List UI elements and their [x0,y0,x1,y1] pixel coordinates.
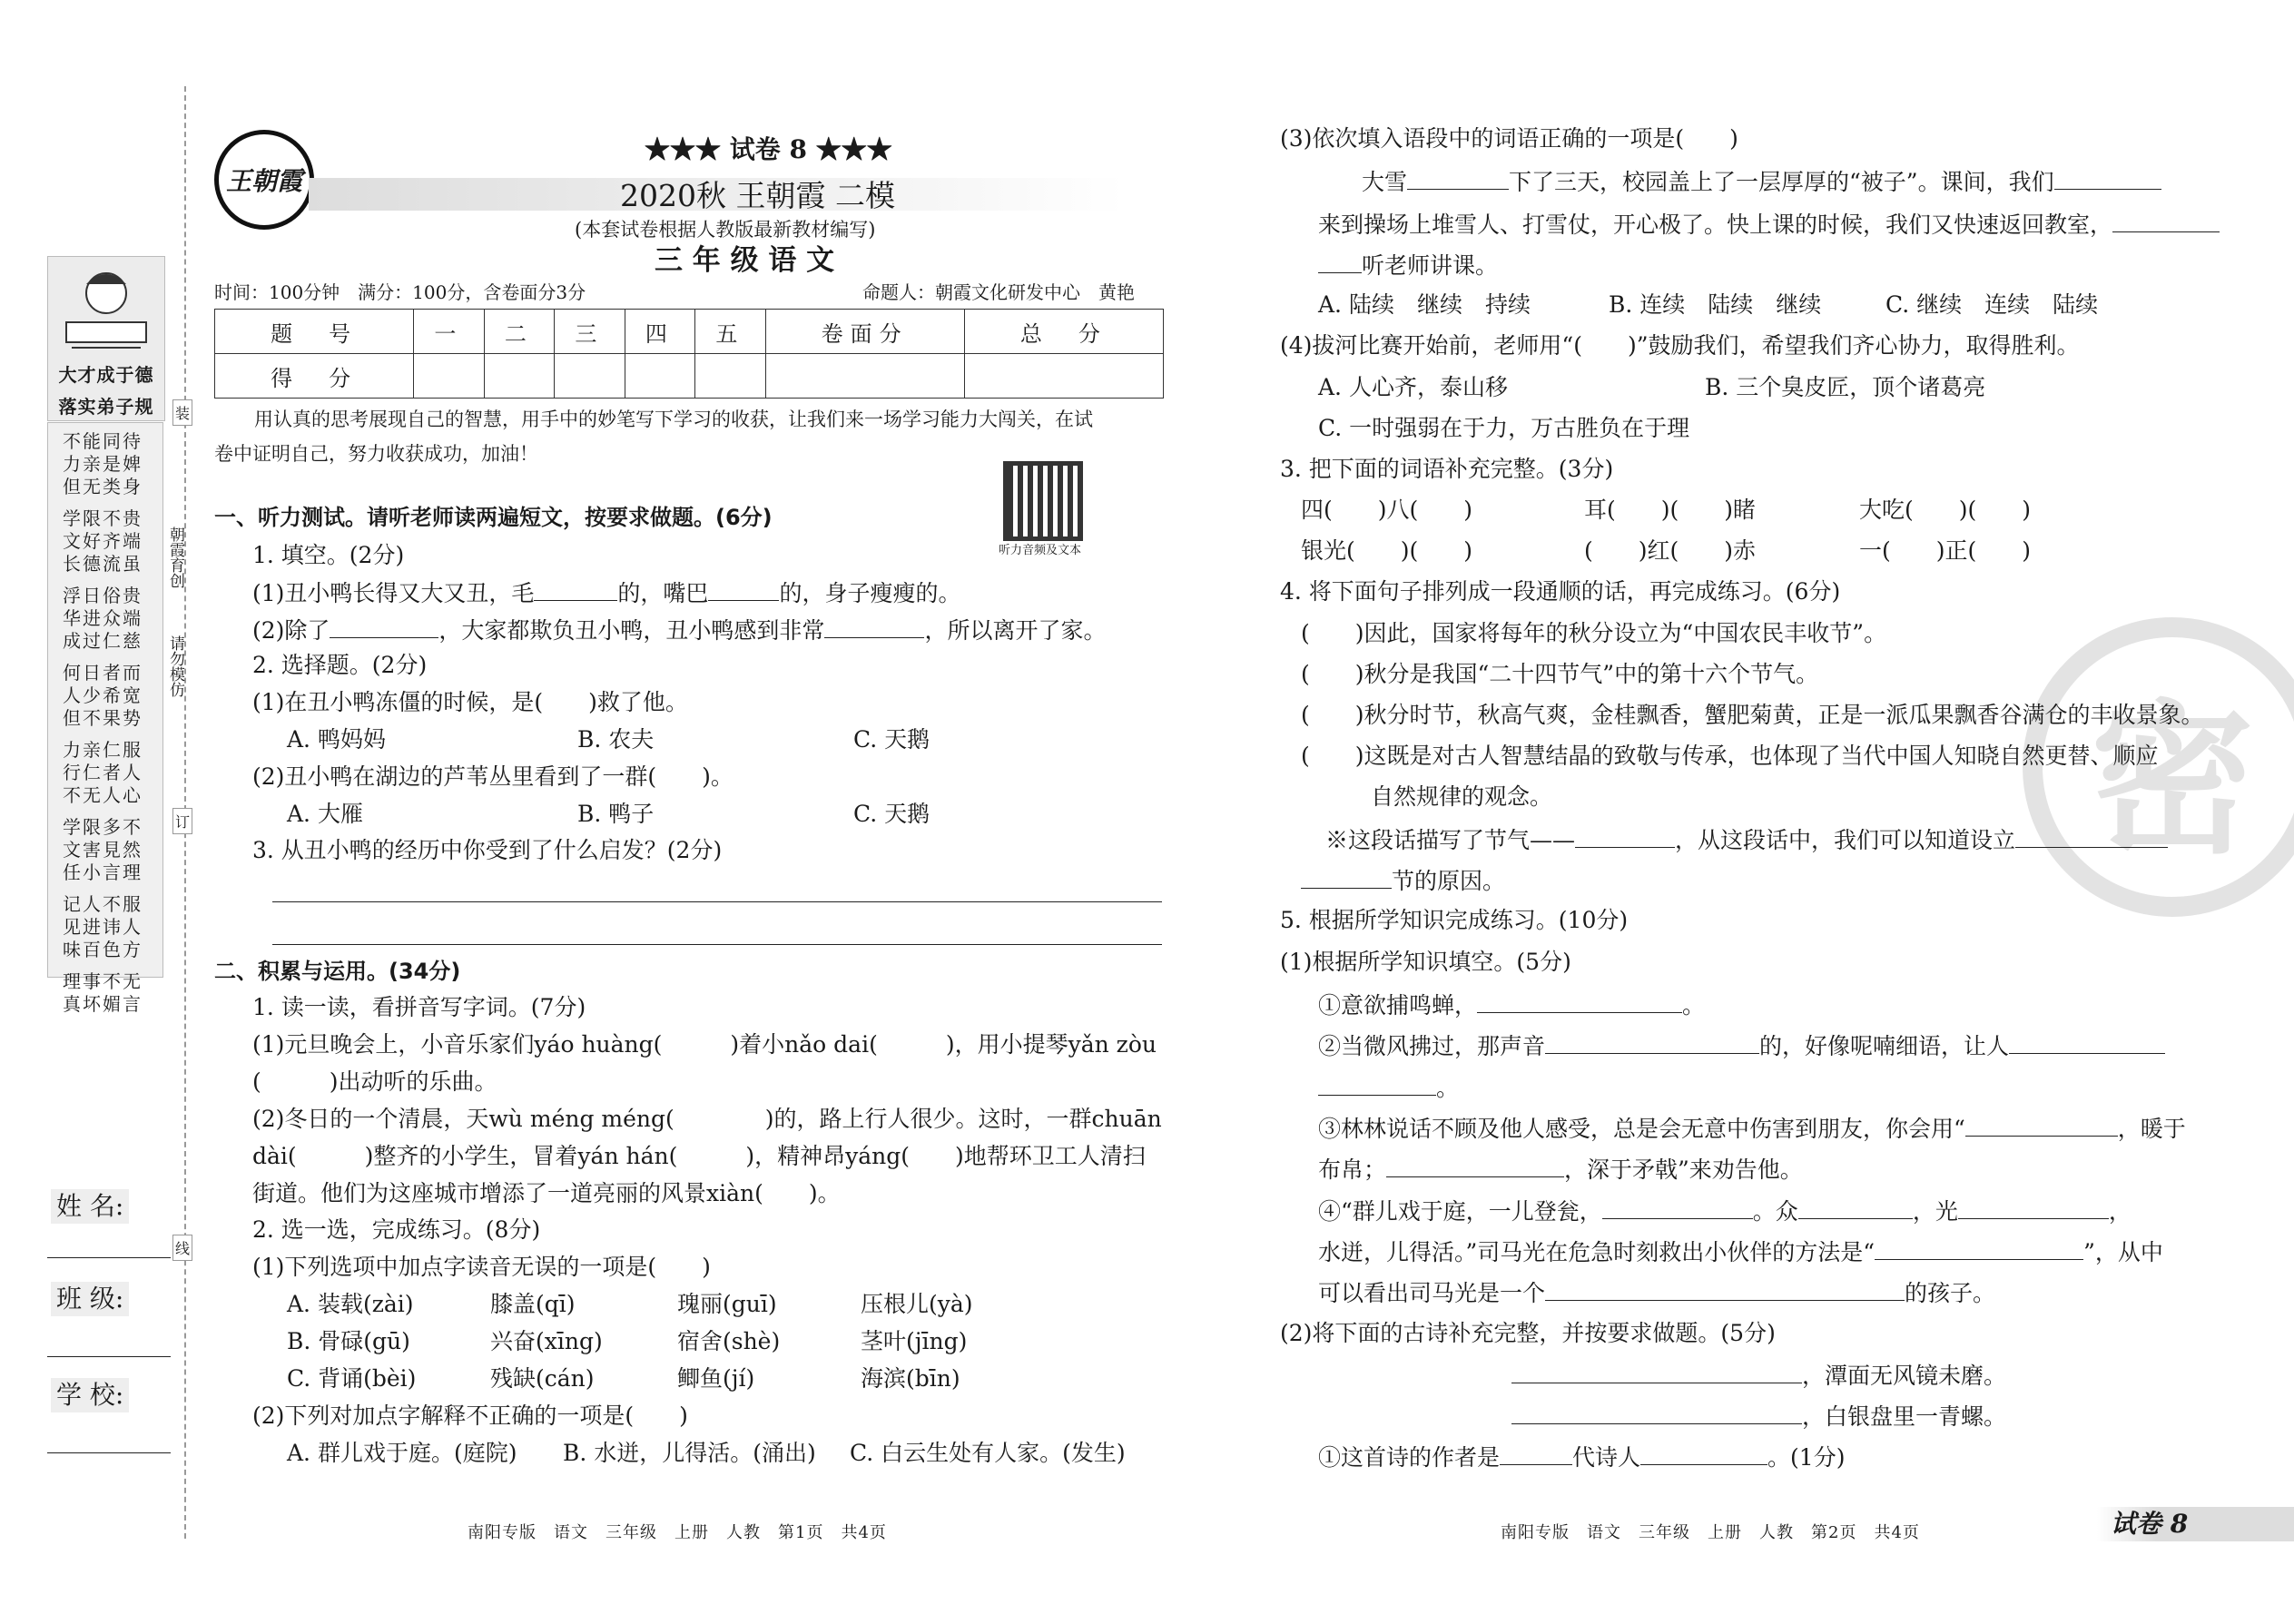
score-header-cell: 四 [625,310,694,354]
q4-sentence[interactable]: ( )因此，国家将每年的秋分设立为“中国农民丰收节”。 [1301,620,1887,646]
p2-2-option[interactable]: A. 群儿戏于庭。(庭院) [287,1440,517,1466]
q4-sentence[interactable]: ( )秋分是我国“二十四节气”中的第十六个节气。 [1301,661,1819,687]
blank[interactable] [2009,1031,2165,1054]
logo-seal [214,130,314,230]
motto-line: 任小言理 [63,861,143,883]
q5-1-c-cont [1318,1155,1803,1184]
name-label: 姓 名: [51,1189,129,1224]
score-header-cell: 卷面分 [765,310,964,354]
motto-line: 文害見然 [63,839,143,861]
score-cell[interactable] [695,354,765,399]
blank[interactable] [330,615,438,638]
q3-title: 3. 从丑小鸭的经历中你受到了什么启发？(2分) [252,837,723,863]
q2-2-option[interactable]: C. 天鹅 [853,801,930,827]
p1-line: (2)冬日的一个清晨，天wù méng méng( )的，路上行人很少。这时，一群chuān [252,1106,1162,1132]
score-cell[interactable] [964,354,1163,399]
poem-text: ，潭面无风镜未磨。 [1802,1363,2007,1389]
q5-text: 。 [1682,992,1706,1019]
p2-title: 2. 选一选，完成练习。(8分) [252,1216,541,1243]
r3-title: (3)依次填入语段中的词语正确的一项是( ) [1280,125,1738,152]
score-row-label: 得 分 [215,354,414,399]
motto-line: 人少希宽 [63,684,143,706]
q4-sentence[interactable]: ( )这既是对古人智慧结晶的致敬与传承，也体现了当代中国人知晓自然更替、顺应 [1301,743,2159,769]
blank[interactable] [708,578,779,601]
p2-1-word: 茎叶(jīng) [861,1328,968,1354]
q5-text: 的，好像呢喃细语，让人 [1759,1033,2010,1059]
q5-text: ， [2108,1198,2132,1225]
q4-extra-text: ，从这段话中，我们可以知道设立 [1675,827,2016,853]
exam-title: 2020秋 王朝霞 二模 [620,178,895,213]
motto-line: 力亲是婢 [63,453,143,475]
q5-2-title: (2)将下面的古诗补充完整，并按要求做题。(5分) [1280,1320,1776,1346]
q5-1-a [1318,990,1705,1019]
q5-text: 布帛； [1318,1156,1387,1183]
q5-text: 可以看出司马光是一个 [1318,1280,1546,1306]
motto-line: 味百色方 [63,939,143,960]
idiom[interactable]: 四( )八( ) [1301,497,1473,523]
q5-1-d [1318,1196,2132,1225]
motto-line: 学限不贵 [63,507,143,529]
q5-1-title: (1)根据所学知识填空。(5分) [1280,949,1571,975]
idiom[interactable]: 银光( )( ) [1301,537,1473,564]
r3-text: 听老师讲课。 [1362,252,1499,279]
q2-1: (1)在丑小鸭冻僵的时候，是( )救了他。 [252,689,688,715]
p2-2: (2)下列对加点字解释不正确的一项是( ) [252,1403,688,1429]
blank[interactable] [534,578,617,601]
p2-1-word: 残缺(cán) [490,1365,595,1392]
blank[interactable] [1545,1031,1759,1054]
motto-line: 记人不服 [63,893,143,915]
p2-1-word: 宿舍(shè) [677,1328,781,1354]
motto-line: 不无人心 [63,784,143,806]
blank[interactable] [2015,825,2168,848]
answer-line[interactable] [272,944,1162,945]
blank[interactable] [1318,1073,1436,1096]
exam-number: ★★★ 试卷 8 ★★★ [645,134,892,164]
score-cell[interactable] [484,354,554,399]
r3-line [1318,210,2220,239]
sidebar-banner-line2: 落实弟子规 [58,396,154,418]
blank[interactable] [1407,167,1509,190]
motto-line: 理事不无 [63,970,143,992]
p2-2-option[interactable]: C. 白云生处有人家。(发生) [850,1440,1126,1466]
score-header-cell: 一 [414,310,484,354]
motto-line: 华进众端 [63,607,143,629]
p2-1-word: 膝盖(qī) [490,1291,576,1317]
motto-line: 行仁者人 [63,762,143,783]
score-cell[interactable] [765,354,964,399]
q1-1-text: (1)丑小鸭长得又大又丑，毛 [252,580,535,606]
r3-option[interactable]: A. 陆续 继续 持续 [1318,291,1531,318]
poem-line [1511,1402,2006,1431]
class-label: 班 级: [51,1282,129,1316]
score-cell[interactable] [625,354,694,399]
r3-line [1318,251,1498,280]
watermark-text: 密 [2090,684,2254,876]
blank[interactable] [824,615,924,638]
blank[interactable] [2054,167,2161,190]
r3-option[interactable]: B. 连续 陆续 继续 [1609,291,1822,318]
score-header-row [215,310,1164,354]
r3-text: 下了三天，校园盖上了一层厚厚的“被子”。课间，我们 [1509,169,2054,195]
section-1-title: 一、听力测试。请听老师读两遍短文，按要求做题。(6分) [214,505,773,530]
grade-title: 三 年 级 语 文 [655,244,835,277]
poem-q-text: 代诗人 [1572,1444,1641,1471]
blank[interactable] [1575,825,1675,848]
boy-scholar-icon [48,257,164,357]
school-label: 学 校: [51,1378,129,1412]
blank[interactable] [1640,1442,1767,1465]
p2-1-word: 压根儿(yà) [861,1291,973,1317]
p2-1-option-a[interactable]: A. 装载(zài) [287,1291,414,1317]
blank[interactable] [1318,251,1362,273]
score-header-cell: 总 分 [964,310,1163,354]
q2-2: (2)丑小鸭在湖边的芦苇丛里看到了一群( )。 [252,763,733,790]
r3-text: 大雪 [1362,169,1408,195]
sidebar-banner-line1: 大才成于德 [58,364,154,386]
q1-1-text: 的，嘴巴 [617,580,709,606]
motto-list [63,430,162,1016]
score-header-cell: 五 [695,310,765,354]
vertical-note-1: 朝霞育创 [166,527,184,588]
q5-text: ，暖于 [2117,1116,2186,1142]
blank[interactable] [1511,1402,1802,1424]
q5-text: ④“群儿戏于庭，一儿登瓮， [1318,1198,1602,1225]
q4-sentence-cont: 自然规律的观念。 [1371,783,1553,810]
q4-title: 4. 将下面句子排列成一段通顺的话，再完成练习。(6分) [1280,578,1841,605]
q5-1-c [1318,1114,2186,1143]
name-field[interactable] [47,1257,171,1258]
p2-1: (1)下列选项中加点字读音无误的一项是( ) [252,1254,711,1280]
q2-1-option[interactable]: A. 鸭妈妈 [287,726,386,753]
p2-1-word: 兴奋(xīng) [490,1328,603,1354]
poem-q-text: ①这首诗的作者是 [1318,1444,1501,1471]
q4-sentence[interactable]: ( )秋分时节，秋高气爽，金桂飘香，蟹肥菊黄，正是一派瓜果飘香谷满仓的丰收景象。 [1301,702,2204,728]
poem-q-text: 。(1分) [1767,1444,1846,1471]
r4-title: (4)拔河比赛开始前，老师用“( )”鼓励我们，希望我们齐心协力，取得胜利。 [1280,332,2080,359]
q5-text: ①意欲捕鸣蝉， [1318,992,1478,1019]
bind-mark-2: 订 [172,808,192,834]
score-table [214,309,1164,399]
q3-fill-title: 3. 把下面的词语补充完整。(3分) [1280,456,1614,482]
motto-line: 长德流虽 [63,553,143,575]
bind-mark-1: 装 [172,399,192,426]
r4-option[interactable]: A. 人心齐，泰山移 [1318,374,1508,400]
answer-line[interactable] [272,901,1162,902]
q5-text: ”，从中 [2083,1239,2163,1265]
q1-2-text: ，所以离开了家。 [924,617,1107,644]
footer-page-2: 南阳专版 语文 三年级 上册 人教 第2页 共4页 [1501,1523,1920,1542]
idiom[interactable]: 大吃( )( ) [1859,497,2032,523]
q5-title: 5. 根据所学知识完成练习。(10分) [1280,907,1629,933]
blank[interactable] [1875,1237,2083,1260]
p2-1-word: 瑰丽(guī) [677,1291,777,1317]
exam-meta-left: 时间：100分钟 满分：100分，含卷面分3分 [214,281,586,303]
q5-text: ③林林说话不顾及他人感受，总是会无意中伤害到朋友，你会用“ [1318,1116,1965,1142]
blank[interactable] [1545,1278,1905,1301]
idiom[interactable]: ( )红( )赤 [1584,537,1757,564]
poem-text: ，白银盘里一青螺。 [1802,1403,2007,1430]
q5-1-b [1318,1031,2165,1060]
sidebar-banner [47,256,165,421]
p2-1-word: 鲫鱼(jí) [677,1365,755,1392]
page-tag: 试卷 8 [2111,1509,2189,1539]
q5-text: 。众 [1752,1198,1798,1225]
blank[interactable] [1511,1361,1802,1383]
class-field[interactable] [47,1356,171,1357]
p1-line: ( )出动听的乐曲。 [252,1068,497,1095]
exam-meta-right: 命题人：朝霞文化研发中心 黄艳 [862,281,1135,303]
motto-line: 力亲仁服 [63,739,143,761]
q1-2-text: ，大家都欺负丑小鸭，丑小鸭感到非常 [438,617,825,644]
p1-line: 街道。他们为这座城市增添了一道亮丽的风景xiàn( )。 [252,1180,841,1206]
bind-mark-3: 线 [172,1235,192,1261]
poem-line [1511,1361,2006,1390]
blank[interactable] [2112,210,2220,232]
q2-1-option[interactable]: B. 农夫 [577,726,655,753]
motto-line: 见进讳人 [63,916,143,938]
score-cell[interactable] [414,354,484,399]
motto-line: 但无类身 [63,476,143,497]
q1-1-text: 的，身子瘦瘦的。 [779,580,961,606]
p2-1-word: 海滨(bīn) [861,1365,960,1392]
vertical-note-2: 请勿模仿 [166,635,184,697]
blank[interactable] [1301,866,1392,889]
motto-line: 文好齐端 [63,530,143,552]
q4-extra-text: 节的原因。 [1392,868,1506,894]
q2-2-option[interactable]: B. 鸭子 [577,801,655,827]
score-value-row [215,354,1164,399]
motto-line: 真坏媚言 [63,993,143,1015]
q4-extra-text: ※这段话描写了节气—— [1325,827,1576,853]
logo-text: 王朝霞 [225,166,302,196]
r3-text: 来到操场上堆雪人、打雪仗，开心极了。快上课的时候，我们又快速返回教室， [1318,212,2113,238]
motto-line: 成过仁慈 [63,630,143,652]
q5-1-d-cont [1318,1237,2163,1266]
q2-2-option[interactable]: A. 大雁 [287,801,363,827]
blank[interactable] [1500,1442,1572,1465]
qr-caption: 听力音频及文本 [999,544,1082,557]
p1-line: (1)元旦晚会上，小音乐家们yáo huàng( )着小nǎo dai( )，用小提琴yǎn zòu [252,1031,1157,1058]
r4-option[interactable]: C. 一时强弱在于力，万古胜负在于理 [1318,415,1690,441]
score-header-cell: 题 号 [215,310,414,354]
motto-line: 但不果势 [63,707,143,729]
exam-subtitle: (本套试卷根据人教版最新教材编写) [575,219,876,241]
q5-1-d-cont2 [1318,1278,1995,1307]
motto-line: 不能同待 [63,430,143,452]
blank[interactable] [1477,990,1682,1013]
q5-text: 的孩子。 [1905,1280,1996,1306]
q1-1 [252,578,960,607]
p1-line: dài( )整齐的小学生，冒着yán hán( )，精神昂yáng( )地帮环卫工人清扫 [252,1143,1146,1169]
intro-line-1: 用认真的思考展现自己的智慧，用手中的妙笔写下学习的收获，让我们来一场学习能力大闯关，在试 [254,408,1093,430]
q5-text: ，深于矛戟”来劝告他。 [1564,1156,1803,1183]
r3-option[interactable]: C. 继续 连续 陆续 [1885,291,2099,318]
r4-option[interactable]: B. 三个臭皮匠，顶个诸葛亮 [1705,374,1986,400]
blank[interactable] [1958,1196,2109,1219]
blank[interactable] [1965,1114,2118,1137]
section-2-title: 二、积累与运用。(34分) [214,959,461,984]
q5-text: ，光 [1912,1198,1958,1225]
p2-1-option-b[interactable]: B. 骨碌(gū) [287,1328,410,1354]
score-header-cell: 二 [484,310,554,354]
q5-text: 水迸，儿得活。”司马光在危急时刻救出小伙伴的方法是“ [1318,1239,1876,1265]
poem-q1 [1318,1442,1845,1471]
p2-1-option-c[interactable]: C. 背诵(bèi) [287,1365,417,1392]
blank[interactable] [1602,1196,1753,1219]
p1-title: 1. 读一读，看拼音写字词。(7分) [252,994,586,1020]
blank[interactable] [1386,1155,1564,1177]
q5-1-b-cont [1318,1073,1459,1102]
score-cell[interactable] [555,354,625,399]
school-field[interactable] [47,1452,171,1453]
q2-1-option[interactable]: C. 天鹅 [853,726,930,753]
score-header-cell: 三 [555,310,625,354]
motto-line: 浮日俗贵 [63,585,143,606]
q1-2 [252,615,1106,645]
q4-extra [1325,825,2168,854]
qr-code-icon[interactable] [1003,461,1083,541]
r3-line [1362,167,2161,196]
q5-text: 。 [1436,1075,1460,1101]
motto-line: 学限多不 [63,816,143,838]
q1-2-text: (2)除了 [252,617,330,644]
motto-line: 何日者而 [63,662,143,684]
q1-title: 1. 填空。(2分) [252,542,405,568]
idiom[interactable]: 一( )正( ) [1859,537,2032,564]
idiom[interactable]: 耳( )( )睹 [1584,497,1757,523]
p2-2-option[interactable]: B. 水迸，儿得活。(涌出) [563,1440,816,1466]
intro-line-2: 卷中证明自己，努力收获成功，加油！ [214,443,538,465]
q5-text: ②当微风拂过，那声音 [1318,1033,1546,1059]
q2-title: 2. 选择题。(2分) [252,652,428,678]
sidebar-motto-box [47,422,163,1015]
footer-page-1: 南阳专版 语文 三年级 上册 人教 第1页 共4页 [468,1523,887,1542]
blank[interactable] [1798,1196,1913,1219]
q4-extra-2 [1301,866,1505,895]
